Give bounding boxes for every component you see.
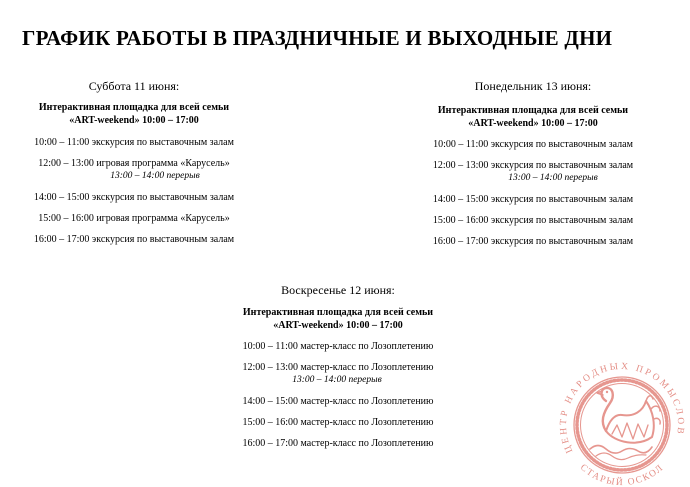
venue-hours: «ART-weekend» 10:00 – 17:00 [468,117,598,129]
day-monday [423,79,643,248]
venue-name: Интерактивная площадка для всей семьи [38,101,230,113]
schedule-item: 16:00 – 17:00 экскурсия по выставочным залам [33,233,235,245]
venue-hours: «ART-weekend» 10:00 – 17:00 [69,114,199,126]
schedule-item: 10:00 – 11:00 экскурсия по выставочным залам [433,138,633,150]
day-sunday [228,283,448,450]
logo-top-text: ЦЕНТР НАРОДНЫХ ПРОМЫСЛОВ [558,361,686,455]
schedule-item: 12:00 – 13:00 игровая программа «Карусель» [38,157,230,169]
folk-crafts-center-logo [548,351,688,487]
bird-eye [606,391,608,393]
venue-name: Интерактивная площадка для всей семьи [437,104,629,116]
day-heading: Понедельник 13 июня: [474,78,592,93]
schedule-item: 16:00 – 17:00 экскурсия по выставочным залам [432,235,634,247]
logo-bottom-text: СТАРЫЙ ОСКОЛ [577,462,667,487]
schedule-item: 16:00 – 17:00 мастер-класс по Лозоплетению [242,437,434,449]
schedule-item: 14:00 – 15:00 экскурсия по выставочным залам [33,191,235,203]
schedule-item: 10:00 – 11:00 мастер-класс по Лозоплетению [242,340,434,352]
bird-wing-zigzag [612,423,648,439]
venue-hours: «ART-weekend» 10:00 – 17:00 [273,319,403,331]
schedule-break: 13:00 – 14:00 перерыв [292,374,382,385]
schedule-item: 15:00 – 16:00 экскурсия по выставочным залам [432,214,634,226]
logo-outer-ring [574,377,670,473]
schedule-item: 14:00 – 15:00 мастер-класс по Лозоплетению [242,395,434,407]
logo-wave-band [590,446,652,454]
schedule-item: 14:00 – 15:00 экскурсия по выставочным залам [432,193,634,205]
venue-name: Интерактивная площадка для всей семьи [242,306,434,318]
logo-wave-band-lower [596,453,646,460]
schedule-item: 15:00 – 16:00 игровая программа «Карусель» [38,212,230,224]
day-saturday [24,79,244,246]
day-heading: Суббота 11 июня: [88,78,180,93]
schedule-break: 13:00 – 14:00 перерыв [110,170,200,181]
logo-emblem [574,377,670,473]
schedule-item: 10:00 – 11:00 экскурсия по выставочным залам [34,136,234,148]
day-heading: Воскресенье 12 июня: [281,282,395,297]
schedule-item: 12:00 – 13:00 мастер-класс по Лозоплетению [242,361,434,373]
page-title: ГРАФИК РАБОТЫ В ПРАЗДНИЧНЫЕ И ВЫХОДНЫЕ ДНИ [22,26,613,50]
schedule-break: 13:00 – 14:00 перерыв [508,172,598,183]
schedule-item: 15:00 – 16:00 мастер-класс по Лозоплетению [242,416,434,428]
bird-body [606,401,654,443]
schedule-item: 12:00 – 13:00 экскурсия по выставочным залам [432,159,634,171]
bird-icon [590,388,660,460]
